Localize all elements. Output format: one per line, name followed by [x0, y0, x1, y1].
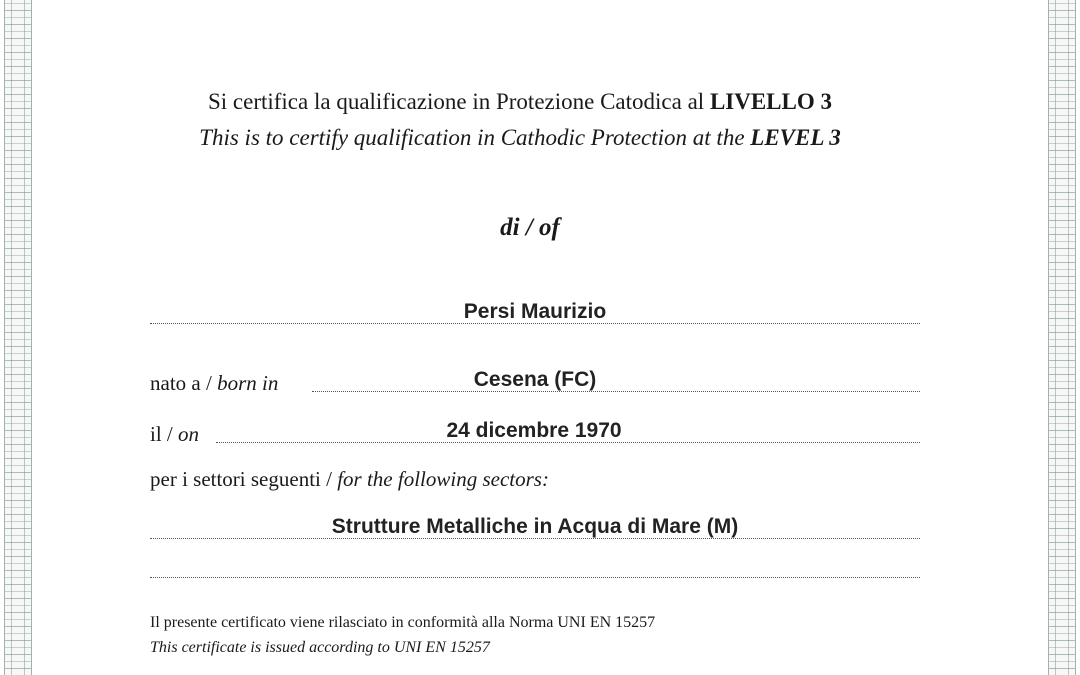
- decorative-border-right: [1048, 0, 1076, 675]
- holder-name: Persi Maurizio: [463, 300, 607, 323]
- birthdate-value: 24 dicembre 1970: [446, 419, 622, 442]
- certification-level-it: LIVELLO 3: [709, 89, 833, 114]
- birthdate-label: [150, 424, 199, 445]
- sectors-label-it: per i settori seguenti /: [150, 467, 338, 491]
- sector-row-empty: [150, 550, 920, 580]
- holder-name-row: [150, 296, 920, 326]
- birthdate-label-it: il /: [150, 422, 179, 446]
- sectors-label: [150, 469, 549, 490]
- certification-level-en: LEVEL 3: [750, 125, 841, 150]
- certification-statement-en: [0, 126, 1040, 149]
- certification-statement-it: [0, 90, 1040, 113]
- dotted-line: [216, 442, 920, 443]
- birthdate-label-en: on: [178, 422, 200, 446]
- dotted-line: [150, 323, 920, 324]
- birthplace-label: [150, 373, 278, 394]
- sector-value: Strutture Metalliche in Acqua di Mare (M): [331, 515, 739, 538]
- birthplace-label-en: born in: [217, 371, 279, 395]
- sectors-label-en: for the following sectors:: [337, 467, 549, 491]
- certification-text-it: Si certifica la qualificazione in Protezione Catodica al: [207, 89, 710, 114]
- birthplace-row: [150, 364, 920, 394]
- dotted-line: [150, 577, 920, 578]
- birthdate-row: [150, 415, 920, 445]
- sector-row: [150, 511, 920, 541]
- birthplace-value: Cesena (FC): [473, 368, 597, 391]
- dotted-line: [150, 538, 920, 539]
- conformity-note-en: This certificate is issued according to UNI EN 15257: [150, 639, 490, 656]
- dotted-line: [312, 391, 920, 392]
- conformity-note-it: Il presente certificato viene rilasciato in conformità alla Norma UNI EN 15257: [150, 614, 656, 631]
- birthplace-label-it: nato a /: [150, 371, 218, 395]
- di-of-heading: di / of: [500, 214, 560, 241]
- certification-text-en: This is to certify qualification in Cathodic Protection at the: [199, 125, 751, 150]
